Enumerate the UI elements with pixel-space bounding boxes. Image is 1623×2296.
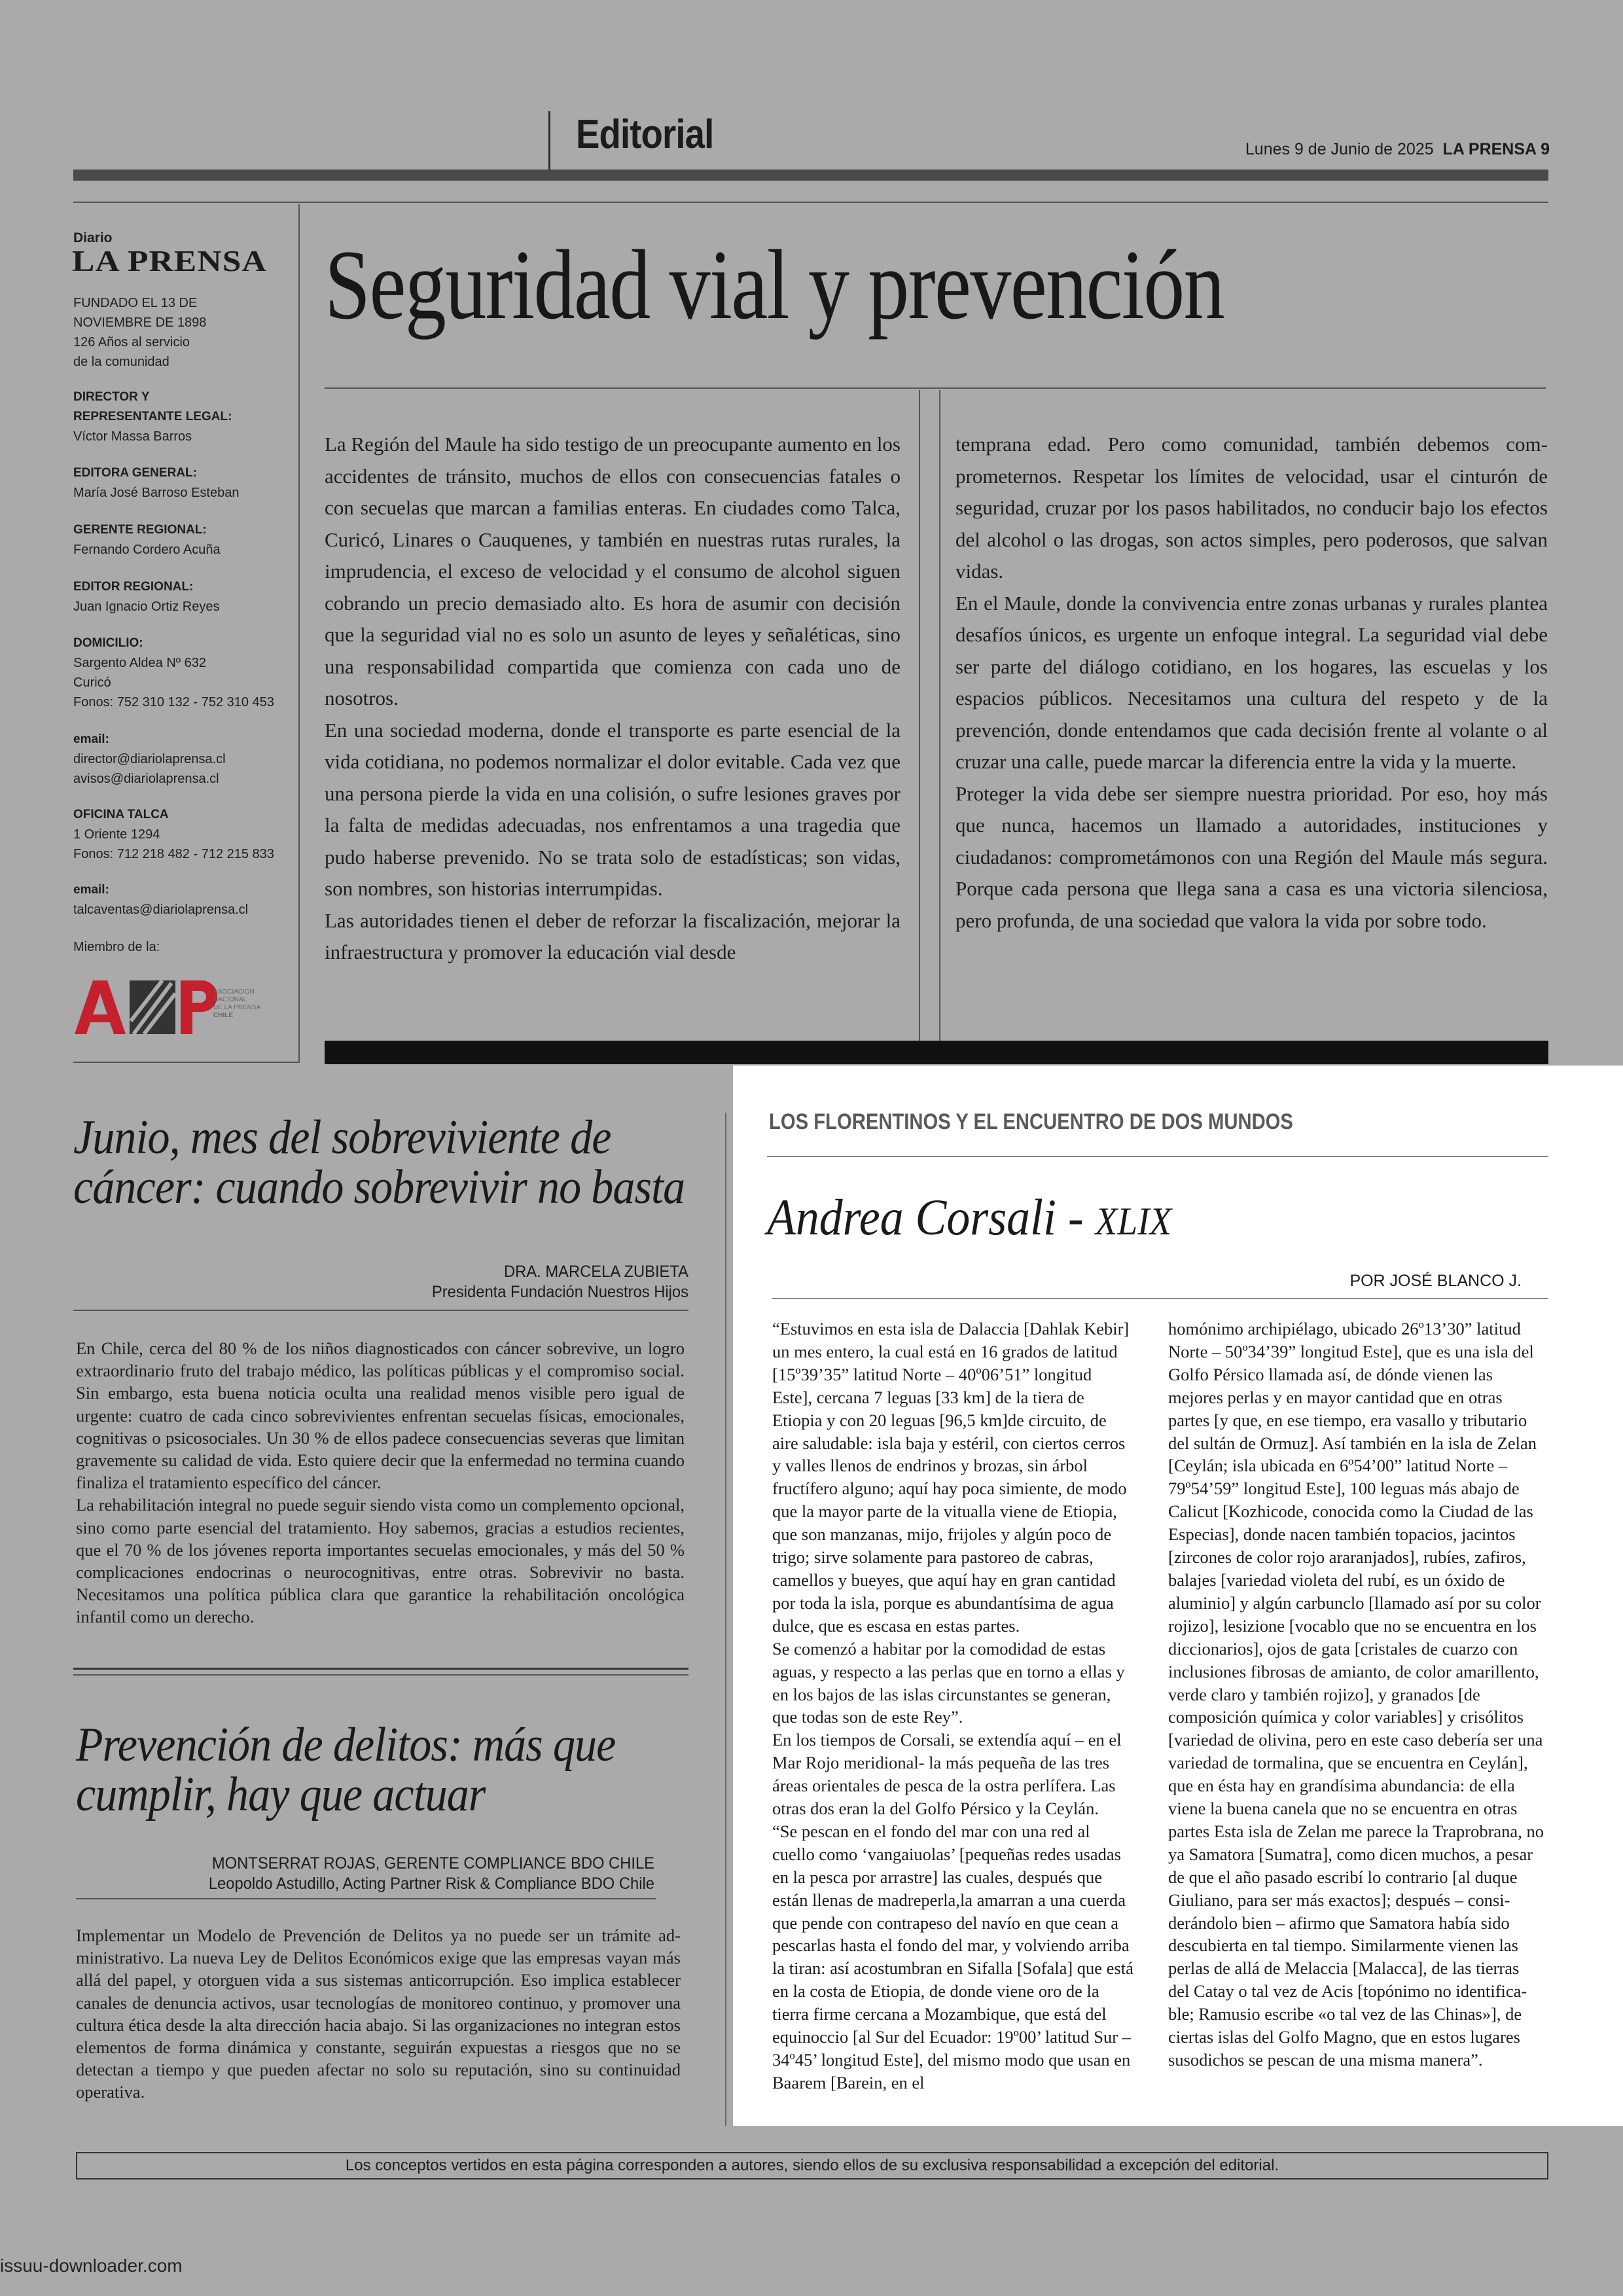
opinion2-author: MONTSERRAT ROJAS, GERENTE COMPLIANCE BDO CHILE — [211, 1854, 654, 1873]
editorial-headline: Seguridad vial y prevención — [325, 230, 1224, 340]
editora-label: EDITORA GENERAL: — [73, 466, 197, 480]
masthead-email — [73, 730, 296, 789]
opinion2-body — [76, 1924, 681, 2104]
editorial-end-bar — [325, 1041, 1548, 1064]
newspaper-logo: LA PRENSA — [72, 244, 267, 278]
florentinos-paragraph: “Se pescan en el fondo del mar con una red al cuello como ‘vangaiuolas’ [pequeñas redes usadas en la pesca por arrastre] las cuales, después que están llenas de madreperla,la amarran a una cuerda que pende con contrapeso del navío en que cean a pescarlas hasta el fondo del mar, y volviendo arriba la tiran: así acostumbran en Sifalla [Sofala] que está en la costa de Etiopia, de donde viene oro de la tierra firme cercana a Mozambique, que está del equinoccio [al Sur del Ecuador: 19º00’ latitud Sur – 34º45’ longitud Este], del mismo modo que usan en Baarem [Barein, en el — [772, 1821, 1133, 2092]
anp-logo-text: ANP — [73, 974, 75, 975]
opinion2-rule — [76, 1898, 656, 1899]
column-divider — [919, 390, 920, 1041]
gerente-name: Fernando Cordero Acuña — [73, 543, 221, 557]
panel-left-border — [725, 1113, 726, 2126]
anp-line: NACIONAL — [213, 996, 247, 1003]
opinion2-title-line: cumplir, hay que actuar — [76, 1768, 486, 1821]
director-name: Víctor Massa Barros — [73, 429, 192, 444]
masthead-gerente — [73, 520, 296, 560]
florentinos-title — [767, 1188, 1171, 1247]
email2-address[interactable]: talcaventas@diariolaprensa.cl — [73, 903, 249, 917]
domicilio-line: Fonos: 752 310 132 - 752 310 453 — [73, 695, 274, 709]
anp-line: CHILE — [213, 1012, 233, 1019]
florentinos-byline: POR JOSÉ BLANCO J. — [1349, 1272, 1522, 1290]
director-label: REPRESENTANTE LEGAL: — [73, 410, 232, 423]
editorial-paragraph: temprana edad. Pero como comunidad, también debemos comprometernos. Respetar los límites de velocidad, usar el cinturón de seguridad, cruzar por los pasos habilitados, no conducir bajo los efectos del alcohol o las drogas, son actos simples, pero poderosos, que salvan vidas. — [955, 433, 1548, 583]
domicilio-line: Sargento Aldea Nº 632 — [73, 656, 207, 670]
byline-rule — [772, 1298, 1548, 1299]
oficina-line: Fonos: 712 218 482 - 712 215 833 — [73, 847, 274, 861]
gerente-label: GERENTE REGIONAL: — [73, 523, 207, 537]
opinion2-byline — [95, 1854, 654, 1894]
column-divider — [939, 390, 940, 1041]
founded-line: de la comunidad — [73, 355, 169, 369]
florentinos-paragraph: Se comenzó a habitar por la comodidad de estas aguas, y respecto a las perlas que en torno a ellas y en los bajos de las islas circunstantes se generan, que todas son de este Rey”. — [772, 1638, 1125, 1727]
editora-name: María José Barroso Esteban — [73, 486, 240, 500]
footer-disclaimer: Los conceptos vertidos en esta página corresponden a autores, siendo ellos de su exclusiva responsabilidad a excepción del editorial. — [76, 2152, 1548, 2179]
editorial-left-column — [325, 429, 901, 969]
founded-line: 126 Años al servicio — [73, 335, 190, 350]
masthead-email2 — [73, 880, 296, 920]
opinion1-author-role: Presidenta Fundación Nuestros Hijos — [431, 1283, 688, 1301]
editorial-paragraph: Las autoridades tienen el deber de reforzar la fiscalización, mejorar la infraestructura y promover la educación vial desde — [325, 908, 901, 963]
editor-label: EDITOR REGIONAL: — [73, 580, 194, 594]
header-thin-rule — [73, 202, 1548, 203]
section-title: Editorial — [576, 112, 714, 157]
florentinos-paragraph: homónimo archipiélago, ubicado 26º13’30” latitud Norte – 50º34’39” longitud Este], que es una isla del Golfo Pérsico llamada así, de dónde vienen las mejores perlas y en mayor cantidad que en otras partes [y que, en ese tiempo, era vasallo y tributario del sultán de Ormuz]. Así también en la isla de Zelan [Ceylán; isla ubicada en 6º54’00” latitud Norte – 79º54’59” longitud Este], 100 leguas más abajo de Calicut [Kozhicode, conocida como la Ciudad de las Especias], donde nacen también topacios, jacintos [zircones de color rojo araranjados], rubíes, zafiros, balajes [variedad violeta del rubí, es un óxido de aluminio] y algún carbunclo [llamado así por su color rojizo], lesizione [vocablo que no se encuentra en los diccionarios], ojos de gata [cristales de cuarzo con inclusiones fibrosas de amianto, de color amarillento, verde claro y también rojizo], y granados [de composición química y color variables] y crisólitos [variedad de olivina, pero en este caso debería ser una variedad de tormalina, que se encuentra en Ceylán], que en ésta hay en grandísima abundancia: de ella viene la buena canela que no se encuentra en otras partes Esta isla de Zelan me parece la Traprobrana, no ya Samatora [Sumatra], como dicen muchos, a pesar de que el año pasado escribí lo contrario [al duque Giuliano, para ser más exactos]; después – considerándolo bien – afirmo que Samatora había sido descubierta en tal tiempo. Similarmente vienen las perlas de allá de Melaccia [Malacca], de las tierras del Catay o tal vez de Acis [topónimo no identificable; Ramusio escribe «o tal vez de las Chinas»], de ciertas islas del Golfo Magno, que en estos lugares susodichos se pescan de una misma manera”. — [1168, 1319, 1544, 2070]
member-label: Miembro de la: — [73, 940, 160, 954]
masthead-domicilio — [73, 634, 296, 712]
masthead-divider — [298, 204, 300, 1063]
opinion1-paragraph: La rehabilitación integral no puede seguir siendo vista como un complemento opcional, sino como parte esencial del tratamiento. Hoy sabemos, gracias a estudios recientes, que el 70 % de los jóvenes reporta importantes secuelas emocionales, y más del 50 % complicaciones endocrinas o neurocognitivas, entre otras. Sobrevivir no basta. Necesitamos una política pública clara que garantice la rehabilitación oncológica infantil como un derecho. — [76, 1495, 685, 1627]
editorial-paragraph: En una sociedad moderna, donde el transporte es parte esencial de la vida cotidiana, no podemos normalizar el dolor evitable. Cada vez que una persona pierde la vida en una colisión, o sufre lesiones graves por la falta de medidas adecuadas, nos enfrentamos a una tragedia que pudo haberse prevenido. No se trata solo de estadísticas; son vidas, son nombres, son historias interrumpidas. — [325, 718, 901, 900]
anp-logo-graphic — [73, 974, 276, 1046]
kicker-rule — [767, 1156, 1548, 1157]
director-label: DIRECTOR Y — [73, 390, 150, 404]
anp-line: ASOCIACIÓN — [213, 988, 255, 996]
founded-line: NOVIEMBRE DE 1898 — [73, 315, 207, 330]
editor-name: Juan Ignacio Ortiz Reyes — [73, 600, 220, 614]
headline-rule — [325, 387, 1546, 389]
editorial-right-column — [955, 429, 1548, 937]
header-thick-rule — [73, 170, 1548, 181]
oficina-line: 1 Oriente 1294 — [73, 827, 160, 842]
masthead-founded — [73, 293, 296, 372]
opinion1-title-line: cáncer: cuando sobrevivir no basta — [73, 1160, 685, 1214]
masthead-bottom-rule — [73, 1062, 300, 1063]
masthead-editora — [73, 463, 296, 503]
florentinos-left-column — [772, 1318, 1135, 2094]
masthead-editor — [73, 577, 296, 617]
opinion1-body — [76, 1337, 685, 1628]
page-label: LA PRENSA 9 — [1442, 140, 1550, 158]
article-number: XLIX — [1095, 1200, 1172, 1243]
email-address[interactable]: director@diariolaprensa.cl — [73, 752, 226, 766]
article-title: Andrea Corsali — [767, 1189, 1056, 1246]
email2-label: email: — [73, 883, 109, 897]
header-divider-vertical — [548, 111, 550, 174]
date-line — [1245, 140, 1550, 159]
opinion1-rule — [73, 1310, 688, 1311]
opinion2-title-line: Prevención de delitos: más que — [76, 1718, 616, 1772]
anp-line: DE LA PRENSA — [213, 1004, 261, 1011]
opinion1-title-line: Junio, mes del sobreviviente de — [73, 1111, 611, 1164]
founded-line: FUNDADO EL 13 DE — [73, 296, 198, 310]
florentinos-paragraph: “Estuvimos en esta isla de Dalaccia [Dahlak Kebir] un mes entero, la cual está en 16 grados de latitud [15º39’35” latitud Norte – 40º06’51” longitud Este], cercana 7 leguas [33 km] de la tiera de Etiopia y con 20 leguas [96,5 km]de circuito, de aire saludable: isla baja y estéril, con ciertos cerros y valles llenos de endrinos y brozas, sin árbol fructífero alguno; aquí hay poca simiente, de modo que la mayor parte de la vitualla viene de Etiopia, que son manzanas, mijo, frijoles y algún poco de trigo; sirve solamente para pastoreo de cabras, camellos y bueyes, que aquí hay en gran cantidad por toda la isla, porque es abundantísima de agua dulce, que es escasa en estas partes. — [772, 1319, 1130, 1636]
editorial-paragraph: La Región del Maule ha sido testigo de un preocupante aumento en los accidentes de tránsito, muchos de ellos con consecuencias fatales o con secuelas que marcan a familias enteras. En ciudades como Talca, Curicó, Linares o Cauquenes, y también en nuestras rutas rurales, la imprudencia, el exceso de velocidad y el consumo de alcohol siguen cobrando un precio demasiado alto. Es hora de asumir con decisión que la seguridad vial no es solo un asunto de leyes y señaléticas, sino una responsabilidad compartida que comienza con cada uno de nosotros. — [325, 433, 901, 709]
title-dash: - — [1056, 1189, 1096, 1246]
oficina-label: OFICINA TALCA — [73, 808, 169, 821]
opinion-separator — [73, 1674, 688, 1676]
florentinos-right-column — [1168, 1318, 1544, 2072]
editorial-paragraph: En el Maule, donde la convivencia entre zonas urbanas y rurales plantea desafíos únicos, es urgente un enfoque integral. La seguridad vial debe ser parte del diálogo cotidiano, en los hogares, las escuelas y los espacios públicos. Necesitamos una cultura del respeto y de la prevención, donde entendamos que cada decisión frente al volante o al cruzar una calle, puede marcar la diferencia entre la vida y la muerte. — [955, 591, 1548, 773]
opinion2-title — [76, 1720, 615, 1820]
opinion2-author2: Leopoldo Astudillo, Acting Partner Risk & Compliance BDO Chile — [208, 1874, 654, 1893]
logo-diario: Diario — [73, 230, 113, 245]
email-label: email: — [73, 732, 109, 746]
florentinos-paragraph: En los tiempos de Corsali, se extendía aquí – en el Mar Rojo meridional- la más pequeña de las tres áreas orientales de pesca de la ostra perlífera. Las otras dos eran la del Golfo Pérsico y la Ceylán. — [772, 1730, 1122, 1819]
opinion-separator — [73, 1668, 688, 1670]
opinion2-paragraph: Implementar un Modelo de Prevención de Delitos ya no puede ser un trámite administrativo. La nueva Ley de Delitos Económicos exige que las empresas vayan más allá del papel, y otorguen vida a sus sistemas anticorrupción. Eso implica establecer canales de denuncia activos, usar tecnologías de monitoreo continuo, y promover una cultura ética desde la alta dirección hacia abajo. Si las organizaciones no integran estos elementos de forma dinámica y constante, seguirán expuestas a riesgos que no se detectan a tiempo y que pueden afectar no solo su reputación, sino su continuidad operativa. — [76, 1926, 681, 2102]
florentinos-kicker: LOS FLORENTINOS Y EL ENCUENTRO DE DOS MUNDOS — [769, 1109, 1293, 1134]
masthead-oficina — [73, 805, 296, 864]
opinion1-paragraph: En Chile, cerca del 80 % de los niños diagnosticados con cáncer sobrevive, un logro extraordinario fruto del trabajo médico, las políticas públicas y el compromiso social. Sin embargo, esta buena noticia oculta una realidad menos visible pero igual de urgente: cuatro de cada cinco sobrevivientes enfrentan secuelas físicas, emocionales, cognitivas o psicosociales. Un 30 % de ellos padece consecuencias severas que limitan gravemente su calidad de vida. Esto quiere decir que la enfermedad no termina cuando finaliza el tratamiento específico del cáncer. — [76, 1338, 685, 1493]
watermark: issuu-downloader.com — [0, 2255, 183, 2276]
opinion1-title — [73, 1113, 685, 1212]
anp-logo — [73, 974, 276, 1049]
domicilio-line: Curicó — [73, 675, 111, 690]
domicilio-label: DOMICILIO: — [73, 636, 143, 650]
editorial-paragraph: Proteger la vida debe ser siempre nuestra prioridad. Por eso, hoy más que nunca, hacemos un llamado a autoridades, instituciones y ciudadanos: comprometámonos con una Región del Maule más segura. Porque cada persona que llega sana a casa es una victoria silenciosa, pero profunda, de una sociedad que valora la vida por sobre todo. — [955, 781, 1548, 932]
masthead-director — [73, 387, 296, 446]
date: Lunes 9 de Junio de 2025 — [1245, 140, 1434, 158]
email-address[interactable]: avisos@diariolaprensa.cl — [73, 772, 219, 786]
opinion1-author: DRA. MARCELA ZUBIETA — [504, 1263, 688, 1281]
opinion1-byline — [253, 1262, 688, 1302]
